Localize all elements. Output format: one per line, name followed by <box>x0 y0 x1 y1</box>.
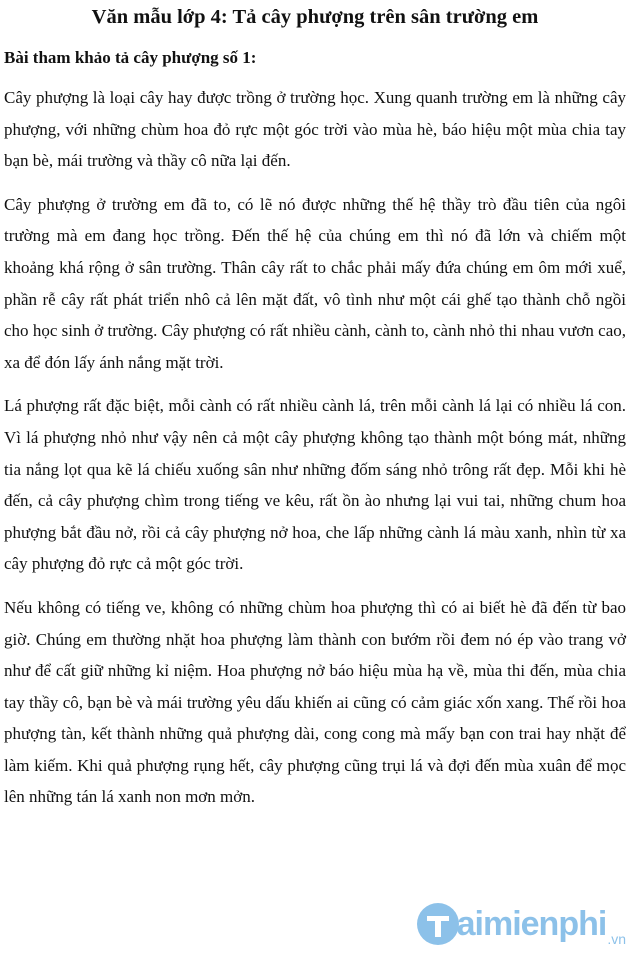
taimienphi-logo-icon <box>415 901 461 947</box>
paragraph-2: Cây phượng ở trường em đã to, có lẽ nó được những thế hệ thầy trò đầu tiên của ngôi trường mà em đang học trồng. Đến thế hệ của chúng em thì nó đã lớn và chiếm một khoảng khá rộng ở sân trường. Thân cây rất to chắc phải mấy đứa chúng em ôm mới xuể, phần rễ cây rất phát triển nhô cả lên mặt đất, vô tình như một cái ghế tạo thành chỗ ngồi cho học sinh ở trường. Cây phượng có rất nhiều cành, cành to, cành nhỏ thi nhau vươn cao, xa để đón lấy ánh nắng mặt trời. <box>4 194 626 372</box>
watermark-logo <box>415 899 626 949</box>
paragraph-4: Nếu không có tiếng ve, không có những chùm hoa phượng thì có ai biết hè đã đến từ bao giờ. Chúng em thường nhặt hoa phượng làm thành con bướm rồi đem nó ép vào trang vở như để cất giữ những kỉ niệm. Hoa phượng nở báo hiệu mùa hạ về, mùa thi đến, mùa chia tay thầy cô, bạn bè và mái trường yêu dấu khiến ai cũng có cảm giác xốn xang. Thế rồi hoa phượng tàn, kết thành những quả phượng dài, cong cong mà mấy bạn con trai hay nhặt để làm kiếm. Khi quả phượng rụng hết, cây phượng cũng trụi lá và đợi đến mùa xuân để mọc lên những tán lá xanh non mơn mởn. <box>4 597 626 807</box>
document-title: Văn mẫu lớp 4: Tả cây phượng trên sân trường em <box>91 6 539 28</box>
paragraph-1: Cây phượng là loại cây hay được trồng ở trường học. Xung quanh trường em là những cây phượng, với những chùm hoa đỏ rực một góc trời vào mùa hè, báo hiệu một mùa chia tay bạn bè, mái trường và thầy cô nữa lại đến. <box>4 88 626 171</box>
watermark-suffix: .vn <box>607 931 626 947</box>
watermark-brand: aimienphi <box>456 905 607 943</box>
document-subtitle: Bài tham khảo tả cây phượng số 1: <box>4 48 257 67</box>
paragraph-3: Lá phượng rất đặc biệt, mỗi cành có rất nhiều cành lá, trên mỗi cành lá lại có nhiều lá con. Vì lá phượng nhỏ như vậy nên cả một cây phượng không tạo thành một bóng mát, những tia nắng lọt qua kẽ lá chiếu xuống sân như những đốm sáng nhỏ trông rất đẹp. Mỗi khi hè đến, cả cây phượng chìm trong tiếng ve kêu, rất ồn ào nhưng lại vui tai, những chum hoa phượng bắt đầu nở, rồi cả cây phượng nở hoa, che lấp những cành lá màu xanh, nhìn từ xa cây phượng đỏ rực cả một góc trời. <box>4 396 626 574</box>
